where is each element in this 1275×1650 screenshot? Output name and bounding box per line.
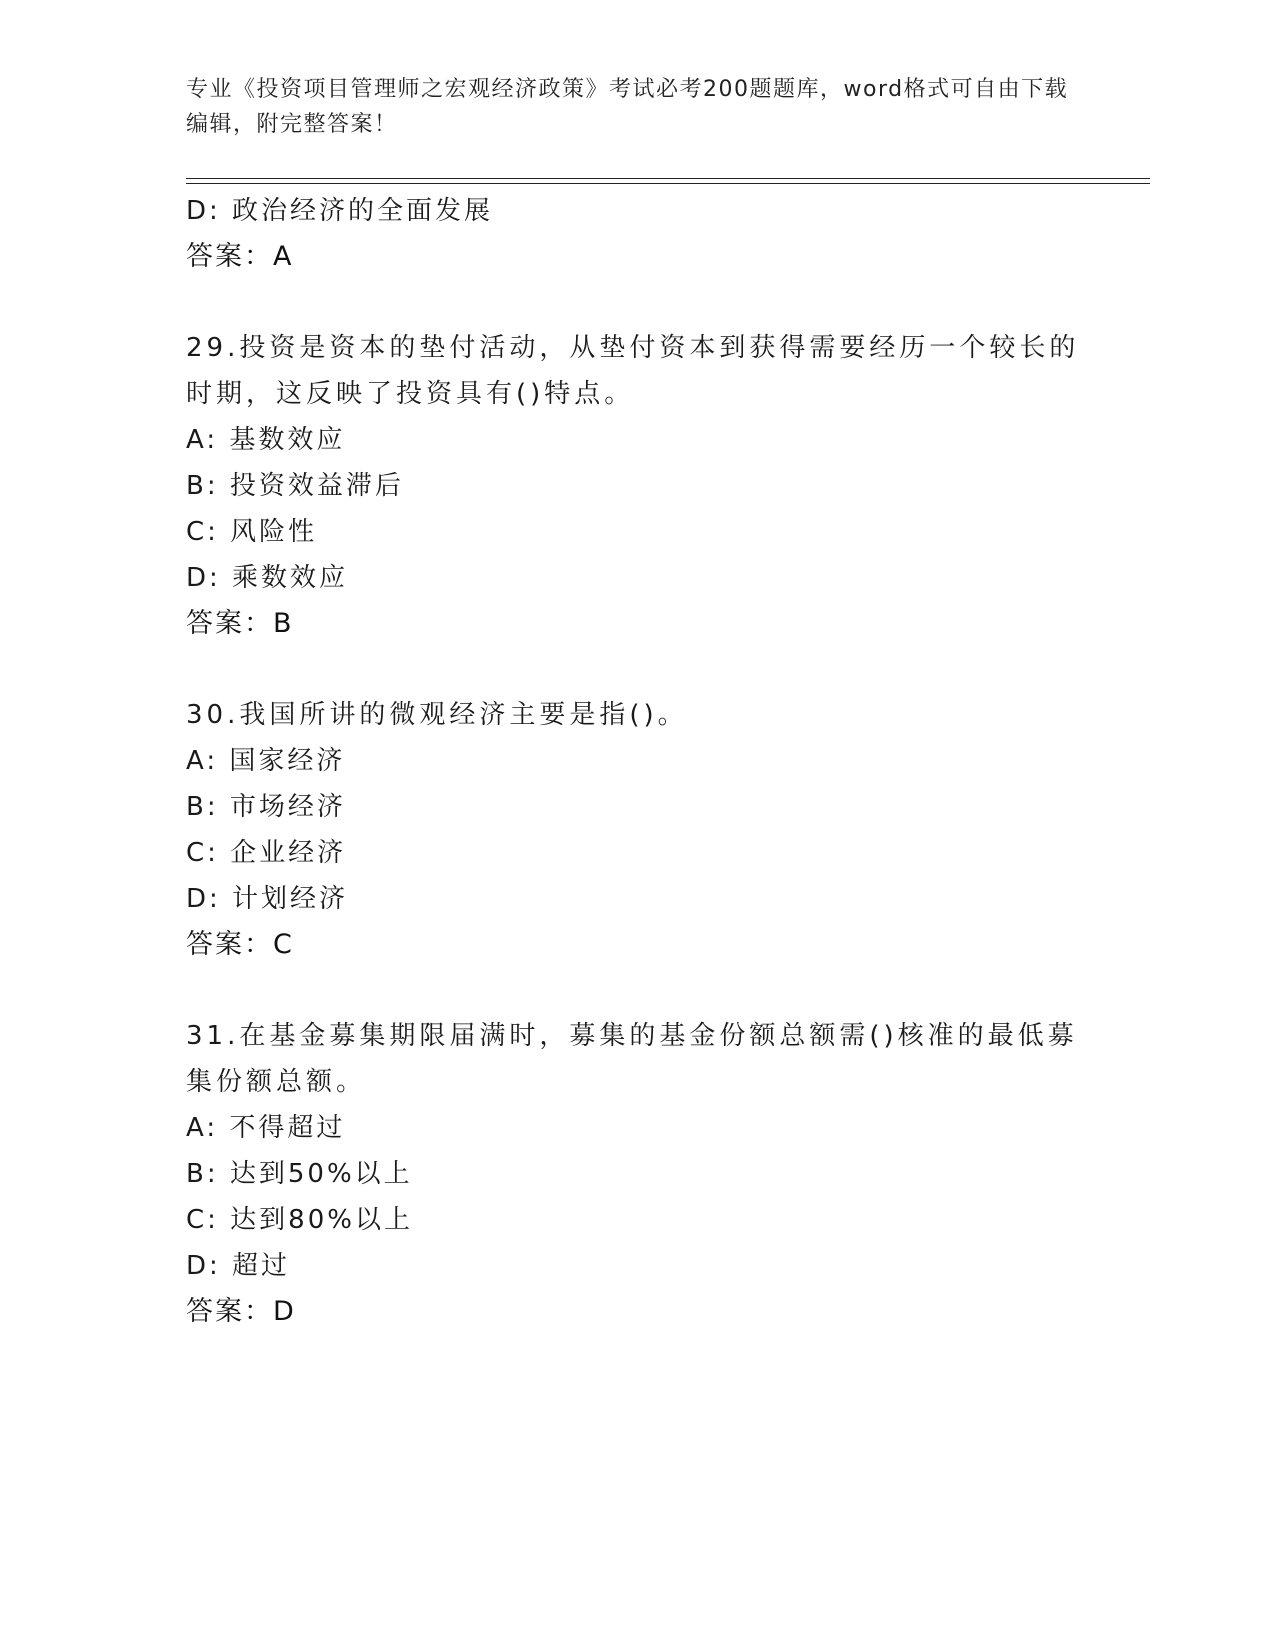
option-a: A: 国家经济 [186, 746, 346, 776]
option-d: D: 超过 [186, 1251, 291, 1281]
question-30 [186, 692, 1086, 968]
answer-line: 答案：B [186, 608, 294, 639]
option-d: D: 政治经济的全面发展 [186, 196, 494, 226]
document-body [186, 188, 1086, 1335]
question-stem: 29.投资是资本的垫付活动，从垫付资本到获得需要经历一个较长的时期，这反映了投资具有()特点。 [186, 333, 1080, 409]
option-c: C: 风险性 [186, 517, 318, 547]
header-divider-top [186, 178, 1150, 179]
option-d: D: 乘数效应 [186, 563, 349, 593]
header-divider-bottom [186, 183, 1150, 184]
option-b: B: 达到50%以上 [186, 1159, 413, 1189]
spacer [186, 968, 1086, 1013]
question-31 [186, 1013, 1086, 1335]
option-c: C: 达到80%以上 [186, 1205, 413, 1235]
question-29 [186, 325, 1086, 647]
previous-question-tail [186, 188, 1086, 280]
answer-line: 答案：A [186, 241, 294, 272]
document-header: 专业《投资项目管理师之宏观经济政策》考试必考200题题库，word格式可自由下载编辑，附完整答案！ [186, 77, 1069, 137]
option-c: C: 企业经济 [186, 838, 347, 868]
option-d: D: 计划经济 [186, 884, 349, 914]
option-a: A: 基数效应 [186, 425, 346, 455]
option-b: B: 市场经济 [186, 792, 346, 822]
question-stem: 30.我国所讲的微观经济主要是指()。 [186, 700, 688, 730]
spacer [186, 280, 1086, 325]
question-stem: 31.在基金募集期限届满时，募集的基金份额总额需()核准的最低募集份额总额。 [186, 1021, 1078, 1097]
answer-line: 答案：C [186, 929, 294, 960]
option-b: B: 投资效益滞后 [186, 471, 404, 501]
answer-line: 答案：D [186, 1296, 296, 1327]
spacer [186, 647, 1086, 692]
option-a: A: 不得超过 [186, 1113, 346, 1143]
